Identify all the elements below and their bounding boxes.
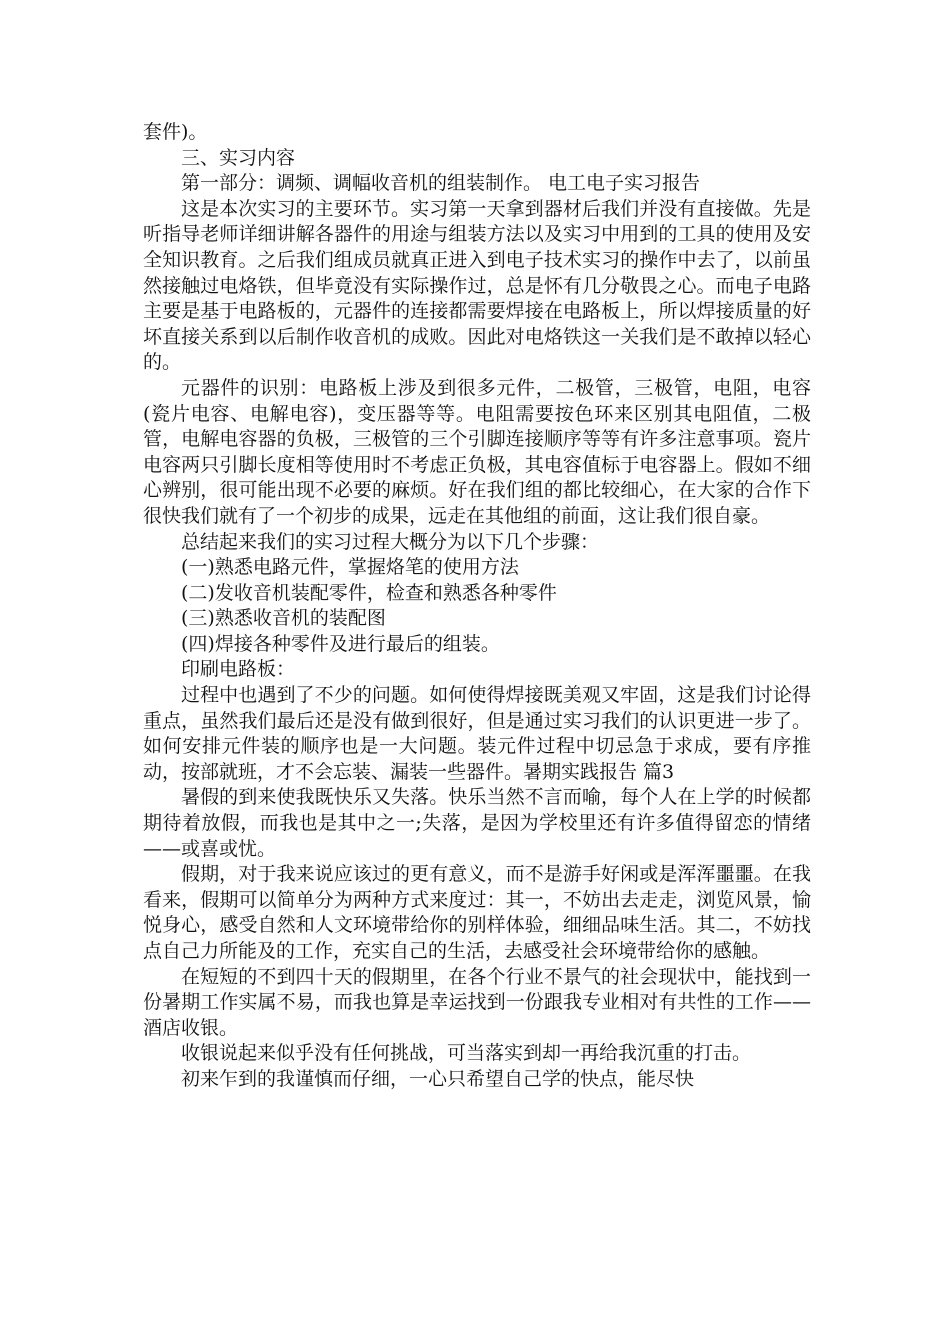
paragraph: 元器件的识别：电路板上涉及到很多元件，二极管，三极管，电阻，电容(瓷片电容、电解电容)，变压器等等。电阻需要按色环来区别其电阻值，二极管，电解电容器的负极，三极管的三个引脚连接顺序等等有许多注意事项。瓷片电容两只引脚长度相等使用时不考虑正负极，其电容值标于电容器上。假如不细心辨别，很可能出现不必要的麻烦。好在我们组的都比较细心，在大家的合作下很快我们就有了一个初步的成果，远走在其他组的前面，这让我们很自豪。 xyxy=(143,376,811,527)
paragraph: 在短短的不到四十天的假期里，在各个行业不景气的社会现状中，能找到一份暑期工作实属不易，而我也算是幸运找到一份跟我专业相对有共性的工作——酒店收银。 xyxy=(143,965,811,1039)
list-item: (四)焊接各种零件及进行最后的组装。 xyxy=(181,632,500,655)
paragraph: 第一部分：调频、调幅收音机的组装制作。 电工电子实习报告 xyxy=(181,172,701,195)
paragraph: 这是本次实习的主要环节。实习第一天拿到器材后我们并没有直接做。先是听指导老师详细讲解各器件的用途与组装方法以及实习中用到的工具的使用及安全知识教育。之后我们组成员就真正进入到电子技术实习的操作中去了，以前虽然接触过电烙铁，但毕竟没有实际操作过，总是怀有几分敬畏之心。而电子电路主要是基于电路板的，元器件的连接都需要焊接在电路板上，所以焊接质量的好坏直接关系到以后制作收音机的成败。因此对电烙铁这一关我们是不敢掉以轻心的。 xyxy=(143,197,811,374)
section-heading: 三、实习内容 xyxy=(181,146,296,169)
list-item: (三)熟悉收音机的装配图 xyxy=(181,607,386,630)
paragraph: 暑假的到来使我既快乐又失落。快乐当然不言而喻，每个人在上学的时候都期待着放假，而我也是其中之一;失落，是因为学校里还有许多值得留恋的情绪——或喜或忧。 xyxy=(143,786,811,860)
paragraph: 收银说起来似乎没有任何挑战，可当落实到却一再给我沉重的打击。 xyxy=(181,1042,752,1065)
paragraph: 套件)。 xyxy=(143,121,208,143)
list-item: (二)发收音机装配零件，检查和熟悉各种零件 xyxy=(181,581,557,604)
paragraph: 总结起来我们的实习过程大概分为以下几个步骤： xyxy=(181,530,600,553)
paragraph: 过程中也遇到了不少的问题。如何使得焊接既美观又牢固，这是我们讨论得重点，虽然我们最后还是没有做到很好，但是通过实习我们的认识更进一步了。如何安排元件装的顺序也是一大问题。装元件过程中切忌急于求成，要有序推动，按部就班，才不会忘装、漏装一些器件。暑期实践报告 篇3 xyxy=(143,684,811,783)
paragraph: 初来乍到的我谨慎而仔细，一心只希望自己学的快点，能尽快 xyxy=(181,1067,695,1090)
list-item: (一)熟悉电路元件，掌握烙笔的使用方法 xyxy=(181,556,519,579)
paragraph: 假期，对于我来说应该过的更有意义，而不是游手好闲或是浑浑噩噩。在我看来，假期可以简单分为两种方式来度过：其一，不妨出去走走，浏览风景，愉悦身心，感受自然和人文环境带给你的别样体验，细细品味生活。其二，不妨找点自己力所能及的工作，充实自己的生活，去感受社会环境带给你的感触。 xyxy=(143,863,811,962)
document-body xyxy=(143,120,811,1093)
paragraph: 印刷电路板： xyxy=(181,658,296,681)
